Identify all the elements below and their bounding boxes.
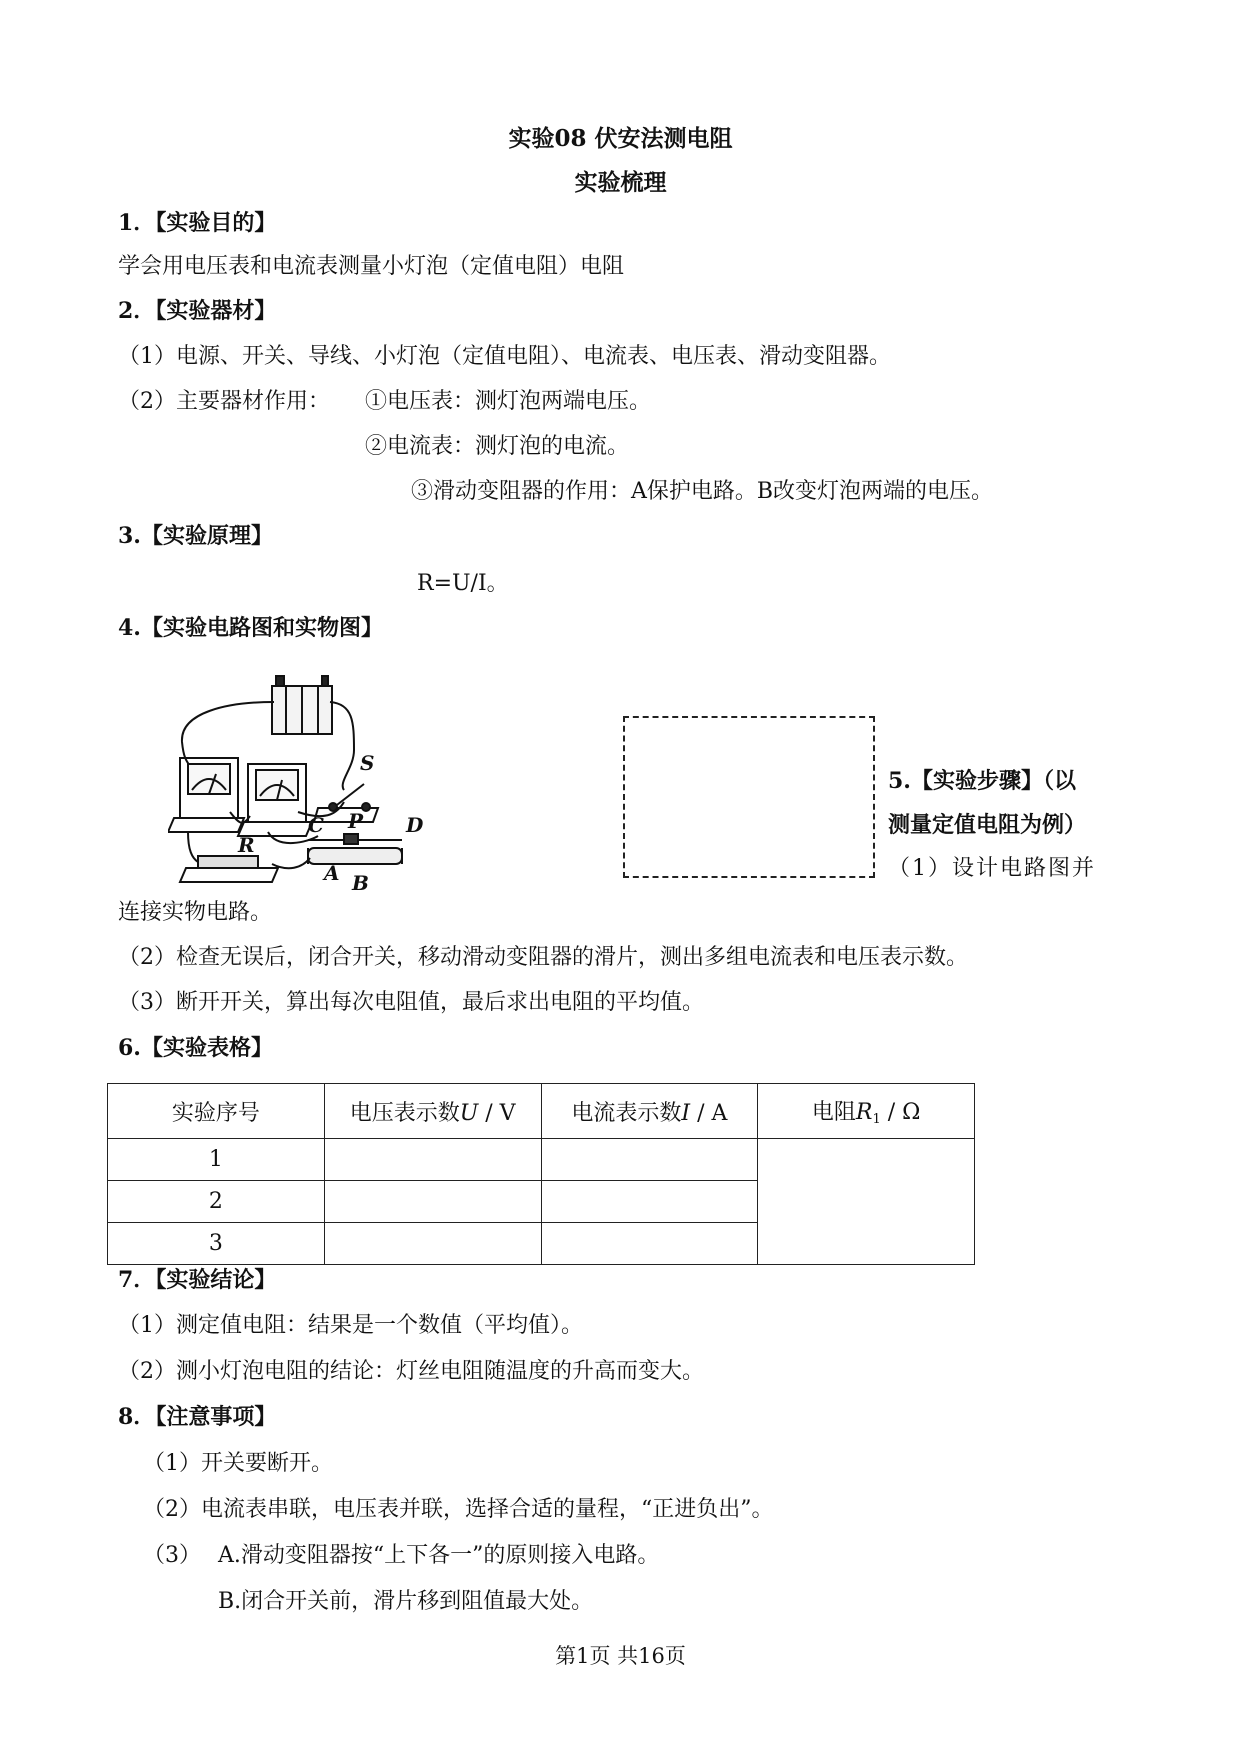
section-1-number: 1． <box>118 210 156 236</box>
section-5-heading <box>888 768 1076 794</box>
section-8-line-1: （1）开关要断开。 <box>143 1451 333 1476</box>
section-5-step-1a: （1）设计电路图并 <box>888 856 1096 881</box>
table-header-resistance <box>758 1084 975 1139</box>
section-2-line-2: （2）主要器材作用： <box>118 389 330 414</box>
section-2-title: 【实验器材】 <box>155 298 277 324</box>
voltage-header-text: 电压表示数 <box>349 1100 460 1126</box>
resistance-unit: / Ω <box>880 1100 921 1125</box>
section-6-number: 6. <box>118 1035 141 1061</box>
voltage-cell <box>324 1139 541 1181</box>
page-footer: 第1页 共16页 <box>555 1644 686 1668</box>
section-3-number: 3. <box>118 523 141 549</box>
experiment-table <box>107 1083 975 1265</box>
section-5-step-3: （3）断开开关，算出每次电阻值，最后求出电阻的平均值。 <box>118 990 704 1015</box>
section-1-heading <box>118 210 276 236</box>
label-a: A <box>324 861 340 885</box>
current-header-text: 电流表示数 <box>571 1100 682 1126</box>
current-cell <box>541 1139 758 1181</box>
section-2-item-3: ③滑动变阻器的作用：A保护电路。B改变灯泡两端的电压。 <box>411 479 994 504</box>
section-1-title: 【实验目的】 <box>155 210 277 236</box>
section-3-formula: R=U/I。 <box>417 571 509 596</box>
section-7-title: 【实验结论】 <box>155 1267 277 1293</box>
current-cell <box>541 1181 758 1223</box>
row-index: 1 <box>108 1139 325 1181</box>
label-b: B <box>352 871 369 892</box>
section-3-heading <box>118 523 273 549</box>
section-7-number: 7． <box>118 1267 156 1293</box>
row-index: 3 <box>108 1223 325 1265</box>
section-5-step-2: （2）检查无误后，闭合开关，移动滑动变阻器的滑片，测出多组电流表和电压表示数。 <box>118 945 968 970</box>
section-7-heading <box>118 1267 276 1293</box>
resistance-subscript: 1 <box>872 1112 881 1127</box>
page-title: 实验08 伏安法测电阻 <box>508 125 733 152</box>
label-s: S <box>360 751 375 775</box>
resistance-symbol: R <box>855 1100 873 1125</box>
section-7-line-1: （1）测定值电阻：结果是一个数值（平均值）。 <box>118 1313 583 1338</box>
table-header-voltage <box>324 1084 541 1139</box>
label-r: R <box>238 833 255 857</box>
section-5-heading-cont: 测量定值电阻为例） <box>888 812 1087 838</box>
section-5-title: 【实验步骤】（以 <box>910 768 1076 794</box>
table-header-index: 实验序号 <box>108 1084 325 1139</box>
section-2-line-1: （1）电源、开关、导线、小灯泡（定值电阻）、电流表、电压表、滑动变阻器。 <box>118 344 891 369</box>
label-p: P <box>348 809 364 833</box>
section-4-title: 【实验电路图和实物图】 <box>140 615 383 641</box>
resistance-header-text: 电阻 <box>811 1100 856 1125</box>
section-3-title: 【实验原理】 <box>140 523 273 549</box>
section-2-item-1: ①电压表：测灯泡两端电压。 <box>365 389 652 414</box>
current-symbol: I <box>681 1100 691 1126</box>
section-8-number: 8． <box>118 1404 156 1430</box>
section-8-line-3-prefix: （3） <box>143 1543 201 1568</box>
voltage-symbol: U <box>459 1100 479 1126</box>
section-5-step-1b: 连接实物电路。 <box>118 900 273 925</box>
circuit-diagram-placeholder <box>623 716 875 878</box>
resistance-cell <box>758 1139 975 1265</box>
section-8-heading <box>118 1404 276 1430</box>
section-2-number: 2． <box>118 298 156 324</box>
table-row <box>108 1139 975 1181</box>
section-4-number: 4. <box>118 615 141 641</box>
voltage-cell <box>324 1181 541 1223</box>
label-d: D <box>406 813 424 837</box>
section-5-number: 5. <box>888 768 911 794</box>
section-2-heading <box>118 298 276 324</box>
section-7-line-2: （2）测小灯泡电阻的结论：灯丝电阻随温度的升高而变大。 <box>118 1359 704 1384</box>
section-8-line-3-b: B.闭合开关前，滑片移到阻值最大处。 <box>218 1589 594 1614</box>
section-6-title: 【实验表格】 <box>140 1035 273 1061</box>
section-1-text: 学会用电压表和电流表测量小灯泡（定值电阻）电阻 <box>118 254 625 279</box>
section-2-item-2: ②电流表：测灯泡的电流。 <box>365 434 630 459</box>
current-unit: / A <box>690 1100 728 1126</box>
row-index: 2 <box>108 1181 325 1223</box>
section-8-line-3-a: A.滑动变阻器按“上下各一”的原则接入电路。 <box>218 1543 660 1568</box>
page-subtitle: 实验梳理 <box>574 169 667 196</box>
voltage-cell <box>324 1223 541 1265</box>
physical-circuit-illustration <box>168 672 458 892</box>
voltage-unit: / V <box>478 1100 516 1126</box>
label-c: C <box>308 813 324 837</box>
section-8-line-2: （2）电流表串联，电压表并联，选择合适的量程，“正进负出”。 <box>143 1497 774 1522</box>
current-cell <box>541 1223 758 1265</box>
table-header-current <box>541 1084 758 1139</box>
section-6-heading <box>118 1035 273 1061</box>
section-4-heading <box>118 615 383 641</box>
section-8-title: 【注意事项】 <box>155 1404 277 1430</box>
